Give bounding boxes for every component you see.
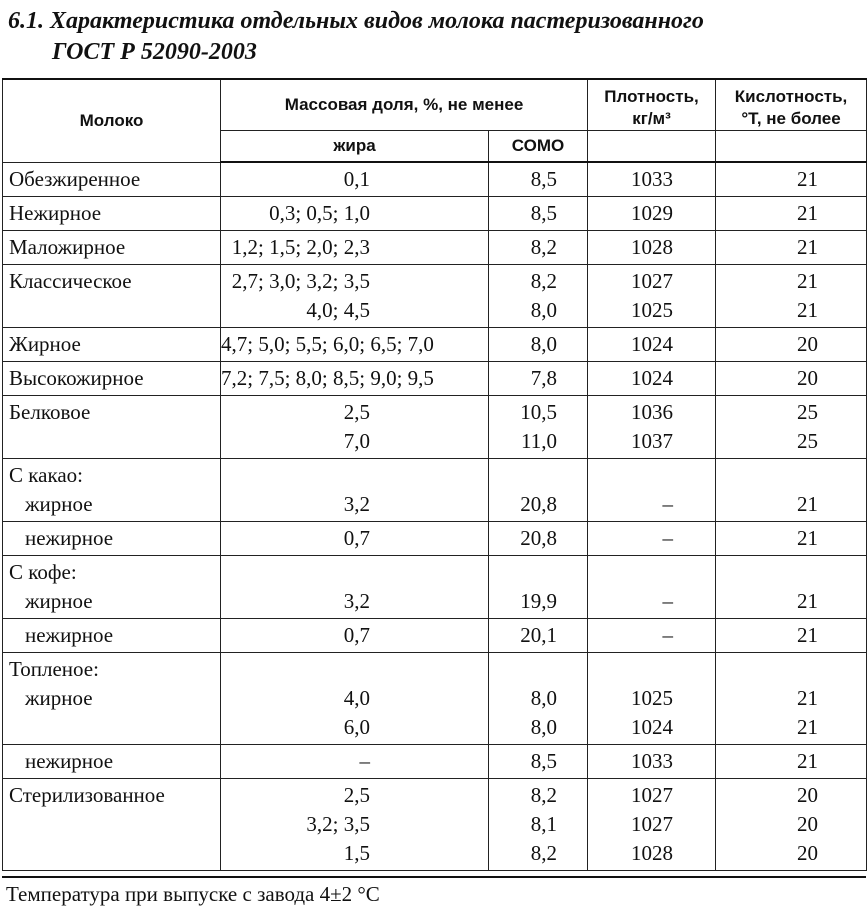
cell-density-line: 1024 (631, 366, 674, 390)
cell-acidity-line: 21 (797, 526, 819, 550)
cell-milk-line: нежирное (25, 526, 114, 550)
cell-fat (221, 779, 489, 871)
cell-somo-line: 8,5 (530, 201, 558, 225)
cell-milk-line: Обезжиренное (9, 166, 141, 191)
cell-somo-line: 20,1 (520, 623, 558, 647)
cell-density (588, 779, 716, 871)
cell-milk (3, 265, 221, 328)
cell-somo-line: 10,5 (520, 400, 558, 424)
cell-acidity-line: 21 (797, 167, 819, 191)
cell-acidity (716, 197, 867, 231)
cell-acidity-line: 20 (797, 812, 819, 836)
cell-density (588, 556, 716, 619)
table-row (3, 556, 867, 619)
cell-density (588, 653, 716, 745)
cell-fat-line: 2,5 (343, 783, 370, 807)
table-row (3, 362, 867, 396)
table-row (3, 522, 867, 556)
cell-milk (3, 556, 221, 619)
cell-density-line: 1028 (631, 841, 674, 865)
cell-density-line: 1033 (631, 167, 674, 191)
cell-acidity (716, 265, 867, 328)
cell-fat-line: 3,2 (343, 492, 370, 516)
milk-characteristics-table (2, 78, 867, 871)
cell-milk (3, 328, 221, 362)
cell-somo-line: 8,5 (530, 167, 558, 191)
footer-divider (2, 876, 866, 878)
cell-acidity (716, 556, 867, 619)
header-fat: жира (221, 131, 489, 163)
cell-milk-line: нежирное (25, 749, 114, 773)
cell-fat-line: 7,2; 7,5; 8,0; 8,5; 9,0; 9,5 (221, 366, 434, 390)
cell-milk-line: Белковое (9, 400, 91, 424)
cell-fat-line: 2,5 (343, 400, 370, 424)
header-acidity-line-2: °Т, не более (741, 109, 841, 128)
cell-somo-line (489, 655, 557, 684)
cell-fat (221, 745, 489, 779)
cell-density (588, 619, 716, 653)
cell-density-line: 1029 (631, 201, 674, 225)
cell-somo-line: 8,2 (530, 783, 558, 807)
cell-fat-line: 7,0 (343, 429, 370, 453)
cell-density (588, 162, 716, 197)
title-line-1: 6.1. Характеристика отдельных видов молока пастеризованного (8, 8, 704, 34)
cell-somo (489, 328, 588, 362)
cell-milk (3, 162, 221, 197)
cell-acidity (716, 745, 867, 779)
cell-fat-line: 3,2; 3,5 (306, 812, 370, 836)
cell-somo (489, 556, 588, 619)
cell-fat-line: 2,7; 3,0; 3,2; 3,5 (231, 269, 370, 293)
cell-milk-line: жирное (25, 686, 93, 710)
cell-somo (489, 197, 588, 231)
cell-acidity (716, 619, 867, 653)
cell-somo (489, 653, 588, 745)
cell-density-line: – (662, 526, 674, 550)
table-row (3, 396, 867, 459)
cell-density (588, 522, 716, 556)
cell-milk-line: Жирное (9, 332, 81, 356)
header-mass-fraction: Массовая доля, %, не менее (221, 79, 588, 131)
title-line-2: ГОСТ Р 52090-2003 (52, 39, 257, 65)
cell-acidity-line (716, 461, 818, 490)
cell-density-line (588, 655, 673, 684)
cell-fat (221, 619, 489, 653)
cell-acidity (716, 362, 867, 396)
cell-milk-line: С кофе: (9, 560, 77, 584)
cell-milk-line: Нежирное (9, 201, 102, 225)
cell-density (588, 231, 716, 265)
cell-density-line: 1027 (631, 812, 674, 836)
cell-acidity (716, 653, 867, 745)
cell-fat (221, 522, 489, 556)
cell-milk-line: нежирное (25, 623, 114, 647)
cell-density-line: 1024 (631, 715, 674, 739)
table-row (3, 328, 867, 362)
table-body (3, 162, 867, 871)
cell-fat-line: 3,2 (343, 589, 370, 613)
cell-fat (221, 459, 489, 522)
cell-acidity-line: 21 (797, 492, 819, 516)
cell-milk-line: жирное (25, 589, 93, 613)
cell-density-line: 1027 (631, 269, 674, 293)
cell-acidity-line: 21 (797, 749, 819, 773)
cell-milk-line: Маложирное (9, 235, 126, 259)
cell-milk (3, 231, 221, 265)
cell-somo (489, 162, 588, 197)
cell-acidity-line: 25 (797, 400, 819, 424)
cell-fat-line (221, 558, 370, 587)
table-row (3, 162, 867, 197)
cell-acidity-line: 25 (797, 429, 819, 453)
cell-fat-line: 0,3; 0,5; 1,0 (269, 201, 370, 225)
cell-fat-line: 6,0 (343, 715, 370, 739)
cell-milk-line: Стерилизованное (9, 783, 165, 807)
header-density-blank (588, 131, 716, 163)
cell-density-line (588, 558, 673, 587)
cell-fat-line (221, 655, 370, 684)
cell-acidity-line: 21 (797, 298, 819, 322)
cell-fat-line: 0,7 (343, 623, 370, 647)
cell-milk-line: жирное (25, 492, 93, 516)
cell-somo (489, 745, 588, 779)
cell-density-line: 1036 (631, 400, 674, 424)
table-row (3, 779, 867, 871)
cell-somo-line (489, 558, 557, 587)
cell-fat-line: 4,7; 5,0; 5,5; 6,0; 6,5; 7,0 (221, 332, 434, 356)
cell-density (588, 362, 716, 396)
cell-milk (3, 745, 221, 779)
cell-acidity-line: 20 (797, 366, 819, 390)
cell-somo (489, 522, 588, 556)
cell-somo-line: 19,9 (520, 589, 558, 613)
cell-somo-line: 8,1 (530, 812, 558, 836)
cell-milk-line (9, 839, 220, 868)
footer-note: Температура при выпуске с завода 4±2 °С (6, 882, 380, 906)
cell-acidity (716, 162, 867, 197)
cell-density (588, 396, 716, 459)
cell-density-line (588, 461, 673, 490)
cell-fat-line: 1,5 (343, 841, 370, 865)
table-row (3, 653, 867, 745)
header-density (588, 79, 716, 131)
cell-milk (3, 396, 221, 459)
cell-acidity-line: 21 (797, 269, 819, 293)
cell-acidity-line (716, 655, 818, 684)
cell-fat-line (221, 461, 370, 490)
cell-acidity (716, 328, 867, 362)
cell-acidity-line: 21 (797, 201, 819, 225)
cell-somo-line (489, 461, 557, 490)
cell-density (588, 459, 716, 522)
cell-milk (3, 779, 221, 871)
cell-fat-line: 0,1 (343, 167, 370, 191)
table-row (3, 197, 867, 231)
cell-density-line: – (662, 589, 674, 613)
header-milk: Молоко (3, 79, 221, 162)
cell-density-line: – (662, 623, 674, 647)
cell-fat-line: 0,7 (343, 526, 370, 550)
cell-acidity-line: 21 (797, 235, 819, 259)
cell-fat (221, 362, 489, 396)
cell-somo-line: 8,2 (530, 841, 558, 865)
cell-acidity-line: 21 (797, 623, 819, 647)
cell-fat (221, 197, 489, 231)
cell-fat (221, 231, 489, 265)
cell-acidity-line: 20 (797, 783, 819, 807)
cell-fat (221, 396, 489, 459)
cell-somo (489, 231, 588, 265)
cell-density-line: 1025 (631, 298, 674, 322)
cell-density (588, 328, 716, 362)
header-density-line-1: Плотность, (604, 87, 699, 106)
cell-somo (489, 396, 588, 459)
cell-acidity (716, 779, 867, 871)
cell-acidity-line: 21 (797, 715, 819, 739)
cell-density (588, 265, 716, 328)
cell-acidity-line: 20 (797, 841, 819, 865)
table-row (3, 619, 867, 653)
cell-milk (3, 459, 221, 522)
cell-fat (221, 653, 489, 745)
cell-acidity-line: 21 (797, 686, 819, 710)
cell-density (588, 745, 716, 779)
cell-fat-line: 4,0; 4,5 (306, 298, 370, 322)
cell-acidity (716, 396, 867, 459)
cell-somo (489, 619, 588, 653)
cell-fat (221, 328, 489, 362)
cell-somo-line: 8,5 (530, 749, 558, 773)
header-density-line-2: кг/м³ (632, 109, 671, 128)
cell-somo-line: 20,8 (520, 492, 558, 516)
cell-density-line: 1028 (631, 235, 674, 259)
cell-milk (3, 362, 221, 396)
cell-milk-line (9, 713, 220, 742)
header-somo: СОМО (489, 131, 588, 163)
cell-somo-line: 8,0 (530, 715, 558, 739)
table-row (3, 745, 867, 779)
cell-somo-line: 8,2 (530, 235, 558, 259)
cell-fat (221, 162, 489, 197)
cell-somo-line: 11,0 (521, 429, 558, 453)
cell-milk-line: Топленое: (9, 657, 99, 681)
cell-milk-line: Высокожирное (9, 366, 144, 390)
cell-fat (221, 265, 489, 328)
cell-density-line: – (662, 492, 674, 516)
cell-somo-line: 7,8 (530, 366, 558, 390)
cell-density-line: 1024 (631, 332, 674, 356)
header-acidity-blank (716, 131, 867, 163)
cell-milk (3, 197, 221, 231)
cell-acidity-line: 21 (797, 589, 819, 613)
cell-milk (3, 653, 221, 745)
table-row (3, 265, 867, 328)
cell-acidity (716, 522, 867, 556)
header-acidity (716, 79, 867, 131)
cell-milk (3, 522, 221, 556)
cell-somo-line: 8,2 (530, 269, 558, 293)
cell-somo (489, 362, 588, 396)
cell-milk-line: С какао: (9, 463, 84, 487)
cell-fat-line: 1,2; 1,5; 2,0; 2,3 (231, 235, 370, 259)
cell-somo-line: 8,0 (530, 686, 558, 710)
cell-milk-line (9, 810, 220, 839)
cell-density-line: 1027 (631, 783, 674, 807)
cell-acidity (716, 459, 867, 522)
table-title (8, 6, 858, 68)
table-row (3, 459, 867, 522)
cell-fat (221, 556, 489, 619)
cell-somo-line: 8,0 (530, 298, 558, 322)
cell-milk (3, 619, 221, 653)
cell-milk-line: Классическое (9, 269, 132, 293)
cell-somo-line: 8,0 (530, 332, 558, 356)
cell-density-line: 1037 (631, 429, 674, 453)
cell-density-line: 1033 (631, 749, 674, 773)
table-row (3, 231, 867, 265)
cell-somo-line: 20,8 (520, 526, 558, 550)
cell-acidity (716, 231, 867, 265)
cell-acidity-line (716, 558, 818, 587)
cell-somo (489, 779, 588, 871)
cell-somo (489, 265, 588, 328)
header-acidity-line-1: Кислотность, (734, 87, 848, 106)
cell-acidity-line: 20 (797, 332, 819, 356)
cell-density-line: 1025 (631, 686, 674, 710)
cell-density (588, 197, 716, 231)
cell-fat-line: 4,0 (343, 686, 370, 710)
cell-somo (489, 459, 588, 522)
cell-fat-line: – (359, 749, 370, 773)
